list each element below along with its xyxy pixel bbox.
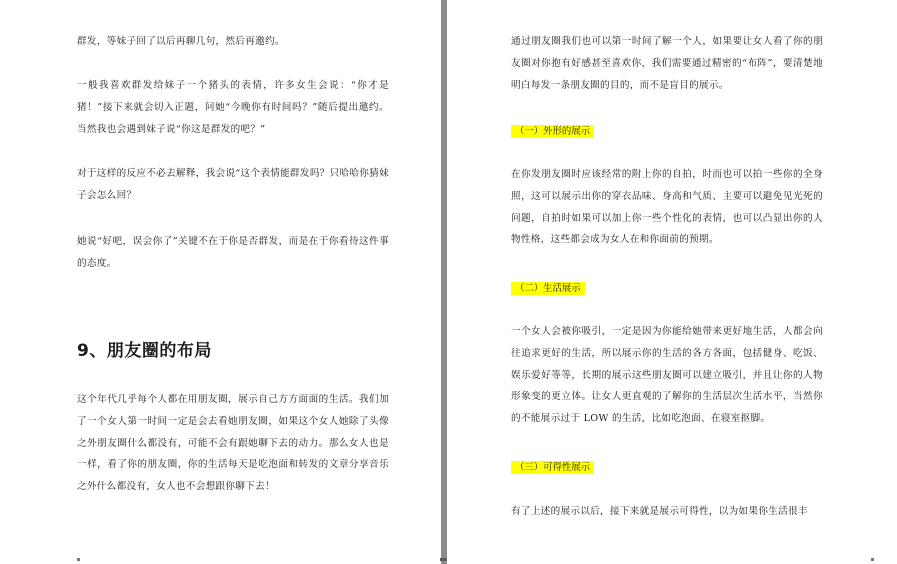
highlight-appearance: （一）外形的展示	[511, 125, 594, 138]
section-label-life	[511, 280, 585, 297]
section-heading: 9、朋友圈的布局	[77, 341, 212, 361]
right-page	[447, 0, 897, 564]
left-page	[0, 0, 441, 564]
page-corner-mark	[77, 558, 80, 561]
left-paragraph-1: 群发，等妹子回了以后再聊几句，然后再邀约。	[77, 36, 285, 47]
highlight-life: （二）生活展示	[511, 282, 585, 295]
highlight-availability: （三）可得性展示	[511, 461, 594, 474]
left-paragraph-2: 一般我喜欢群发给妹子一个猪头的表情，许多女生会说：“你才是猪！”接下来就会切入正题，问她“今晚你有时间吗？”随后提出邀约。当然我也会遇到妹子说“你这是群发的吧？”	[77, 80, 389, 135]
right-paragraph-4: 有了上述的展示以后，接下来就是展示可得性，以为如果你生活很丰	[511, 506, 808, 517]
section-label-appearance	[511, 123, 594, 140]
right-paragraph-1: 通过朋友圈我们也可以第一时间了解一个人，如果要让女人看了你的朋友圈对你抱有好感甚至喜欢你，我们需要通过精密的“布阵”，要清楚地明白每发一条朋友圈的目的，而不是盲目的展示。	[511, 36, 823, 91]
section-label-availability	[511, 459, 594, 476]
page-corner-mark-right	[871, 558, 874, 561]
left-paragraph-5: 这个年代几乎每个人都在用朋友圈，展示自己方方面面的生活。我们加了一个女人第一时间一定是会去看她朋友圈，如果这个女人她除了头像之外朋友圈什么都没有，可能不会有跟她聊下去的动力。那么女人也是一样，看了你的朋友圈，你的生活每天是吃泡面和转发的文章分享音乐之外什么都没有，女人也不会想跟你聊下去！	[77, 394, 389, 493]
right-paragraph-3: 一个女人会被你吸引，一定是因为你能给她带来更好地生活，人都会向往追求更好的生活，所以展示你的生活的各方各面，包括健身、吃饭、娱乐爱好等等，长期的展示这些朋友圈可以建立吸引，并且让你的人物形象变的更立体。让女人更直观的了解你的生活层次生活水平，当然你的不能展示过于 LOW 的生活，比如吃泡面、在寝室抠脚。	[511, 326, 823, 425]
right-paragraph-2: 在你发朋友圈时应该经常的附上你的自拍，时而也可以拍一些你的全身照，这可以展示出你的穿衣品味、身高和气质、主要可以避免见光死的问题，自拍时如果可以加上你一些个性化的表情，也可以凸显出你的人物性格，这些都会成为女人在和你面前的预期。	[511, 169, 823, 246]
left-paragraph-3: 对于这样的反应不必去解释，我会说“这个表情能群发吗？只哈哈你猜妹子会怎么回？	[77, 168, 389, 201]
left-paragraph-4: 她说“好吧，误会你了”关键不在于你是否群发，而是在于你看待这件事的态度。	[77, 236, 389, 269]
